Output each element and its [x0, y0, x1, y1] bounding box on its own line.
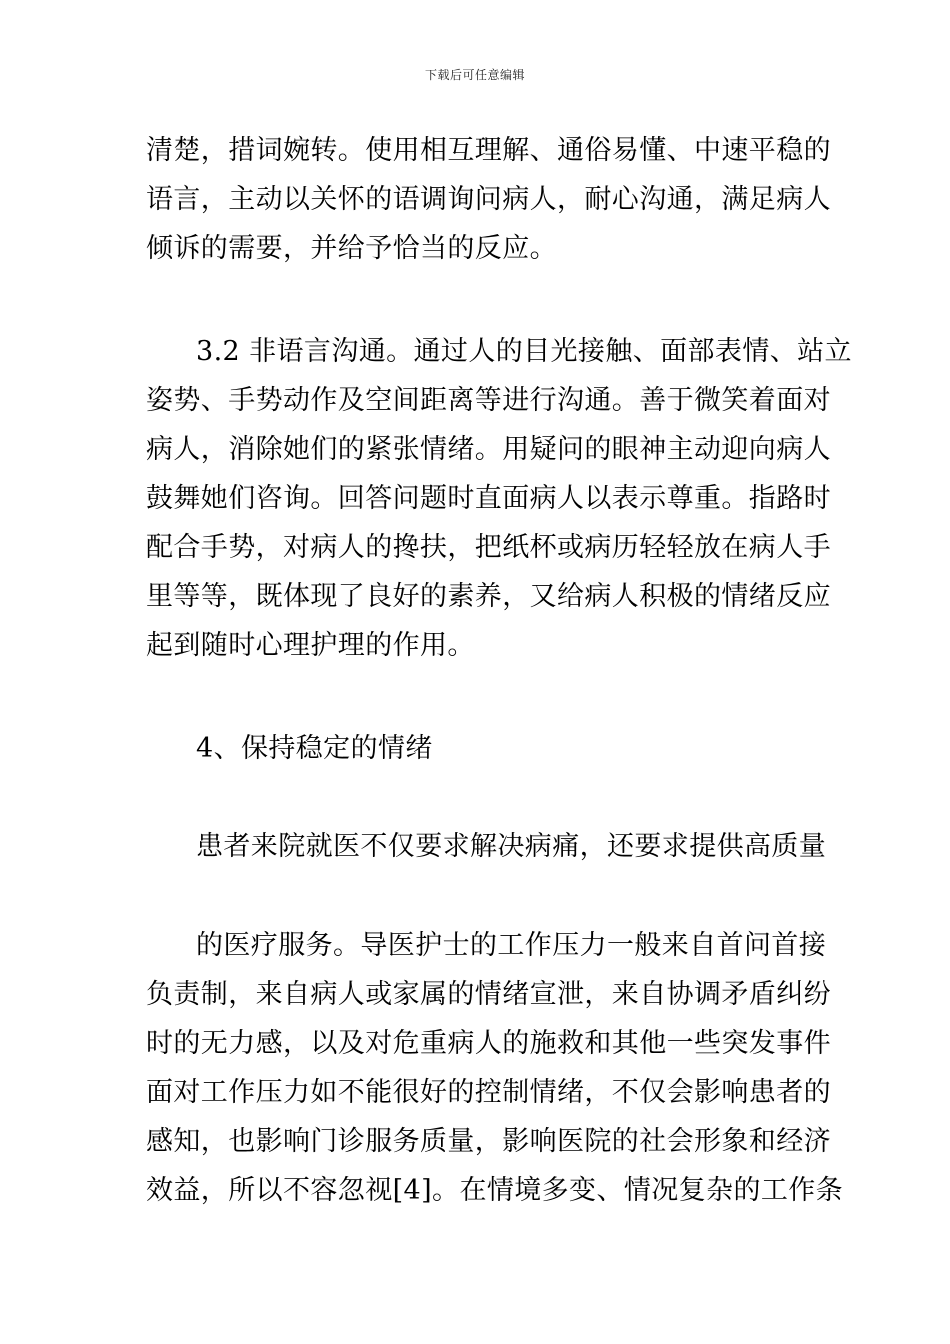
section-heading-4: 4、保持稳定的情绪: [196, 733, 433, 764]
paragraph-2-line-6: 里等等，既体现了良好的素养，又给病人积极的情绪反应: [146, 581, 831, 612]
paragraph-2-line-5: 配合手势，对病人的搀扶，把纸杯或病历轻轻放在病人手: [146, 532, 831, 563]
paragraph-4-line-6: 效益，所以不容忽视[4]。在情境多变、情况复杂的工作条: [146, 1175, 844, 1206]
paragraph-4-line-1: 的医疗服务。导医护士的工作压力一般来自首问首接: [196, 930, 827, 961]
paragraph-2-line-7: 起到随时心理护理的作用。: [146, 630, 475, 661]
paragraph-4-line-2: 负责制，来自病人或家属的情绪宣泄，来自协调矛盾纠纷: [146, 979, 831, 1010]
paragraph-1-line-2: 语言，主动以关怀的语调询问病人，耐心沟通，满足病人: [146, 184, 831, 215]
paragraph-4-line-3: 时的无力感，以及对危重病人的施救和其他一些突发事件: [146, 1028, 831, 1059]
paragraph-2-line-4: 鼓舞她们咨询。回答问题时直面病人以表示尊重。指路时: [146, 483, 831, 514]
paragraph-2-line-2: 姿势、手势动作及空间距离等进行沟通。善于微笑着面对: [146, 385, 831, 416]
paragraph-2-line-1: 3.2 非语言沟通。通过人的目光接触、面部表情、站立: [196, 336, 852, 367]
paragraph-4-line-5: 感知，也影响门诊服务质量，影响医院的社会形象和经济: [146, 1126, 831, 1157]
paragraph-3-line-1: 患者来院就医不仅要求解决病痛，还要求提供高质量: [196, 831, 827, 862]
page-header: 下载后可任意编辑: [424, 68, 525, 82]
paragraph-4-line-4: 面对工作压力如不能很好的控制情绪，不仅会影响患者的: [146, 1077, 831, 1108]
paragraph-2-line-3: 病人，消除她们的紧张情绪。用疑问的眼神主动迎向病人: [146, 434, 831, 465]
paragraph-1-line-3: 倾诉的需要，并给予恰当的反应。: [146, 233, 557, 264]
paragraph-1-line-1: 清楚，措词婉转。使用相互理解、通俗易懂、中速平稳的: [146, 135, 831, 166]
